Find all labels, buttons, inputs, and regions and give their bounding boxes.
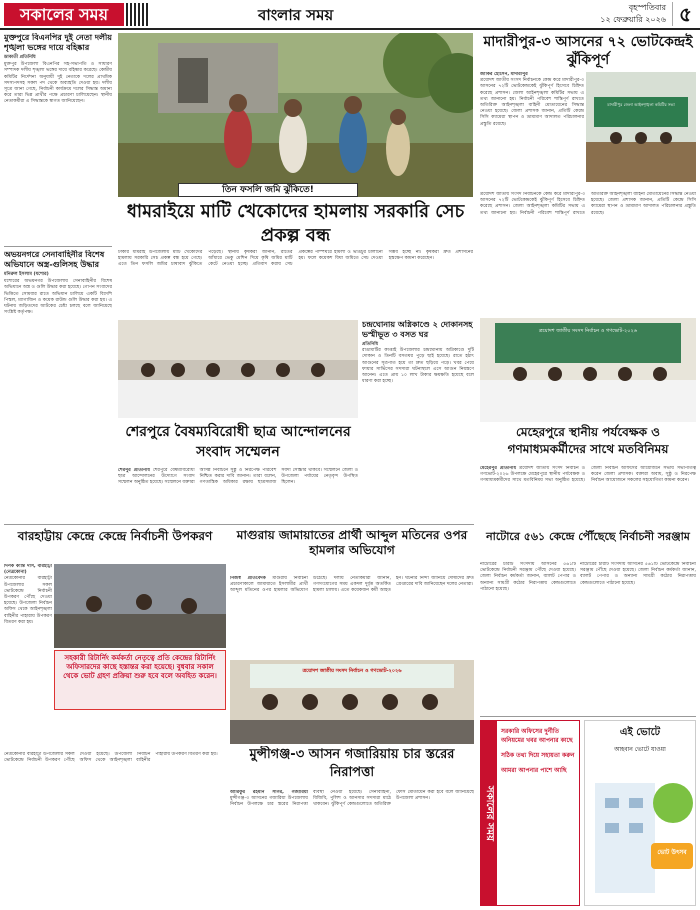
meherpur-body	[480, 466, 696, 526]
meherpur-photo	[480, 318, 696, 422]
date-block	[416, 2, 666, 26]
byline: শেরপুর প্রতিনিধি	[118, 468, 150, 473]
logo-pattern	[126, 3, 148, 26]
byline: আরিফুর রহমান সাগর, গজারিয়া	[230, 790, 308, 795]
sherpur-headline: শেরপুরে বৈষম্যবিরোধী ছাত্র আন্দোলনের সংবাদ সম্মেলন	[125, 424, 351, 460]
dhamrai-body: ঢাকার ধামরাই উপজেলায় মাটি খেকোদের হামলায় সরকারি সেচ প্রকল্প বন্ধ হয়ে গেছে। এতে তিন ফসলি জমির চাষাবাদ ঝুঁকিতে পড়েছে। স্থানীয় কৃষকরা জানান, রাতের আঁধারে ভেকু মেশিন দিয়ে কৃষি জমির মাটি কেটে নেওয়া হচ্ছে। প্রতিবাদ করায় সেচ প্রকল্পের পাম্পঘরে হামলা ও ভাঙচুর চালানো হয়। ফলে কয়েকশ বিঘা জমিতে সেচ দেওয়া সম্ভব হচ্ছে না। কৃষকরা দ্রুত প্রশাসনের হস্তক্ষেপ কামনা করেছেন।	[118, 250, 473, 268]
munshiganj-headline: মুন্সীগঞ্জ-৩ আসন গজারিয়ায় চার স্তরের নিরাপত্তা	[249, 747, 455, 780]
story-body: মাগুরায় নির্বাচনী প্রচারণাকালে জামায়াতে ইসলামীর প্রার্থী আব্দুল মতিনের ওপর হামলার অভিযোগ উঠেছে। দলীয় নেতাকর্মীরা জানান, গণসংযোগের সময় একদল দুর্বৃত্ত অতর্কিত হামলা চালায়। এতে কয়েকজন কর্মী আহত হন। ঘটনার নিন্দা জানিয়ে দোষীদের দ্রুত গ্রেপ্তারের দাবি জানিয়েছেন দলের নেতারা।	[230, 576, 474, 594]
press-conference-illustration	[118, 320, 358, 418]
byline: মেহেরপুর প্রতিনিধি	[480, 466, 517, 471]
byline: দিপক কান্তি দাস, বারহাট্টা (নেত্রকোনা)	[4, 564, 52, 576]
ad-title: এই ভোটে	[619, 727, 661, 738]
field-photo-illustration	[118, 33, 473, 197]
ad-line: আমরা আপনার পাশে আছি	[501, 767, 567, 774]
madaripur-body-cont: ত্রয়োদশ জাতীয় সংসদ নির্বাচনকে কেন্দ্র করে মাদারীপুর-৩ আসনের ৭২টি ভোটকেন্দ্রকেই ঝুঁকিপূর্ণ হিসেবে চিহ্নিত করেছে প্রশাসন। জেলা আইনশৃঙ্খলা কমিটির সভায় এ তথ্য জানানো হয়। নির্বাচনী পরিবেশ শান্তিপূর্ণ রাখতে অতিরিক্ত আইনশৃঙ্খলা বাহিনী মোতায়েনের সিদ্ধান্ত নেওয়া হয়েছে। জেলা প্রশাসক জানান, প্রতিটি কেন্দ্রে সিসি ক্যামেরা স্থাপন ও ভ্রাম্যমাণ আদালত পরিচালনার প্রস্তুতি রয়েছে।	[480, 192, 696, 216]
barhatta-body-cont: নেত্রকোনার বারহাট্টা উপজেলার সকল ভোটকেন্দ্রে নির্বাচনী উপকরণ পৌঁছে দেওয়া হয়েছে। উপজেলা নির্বাচন অফিস থেকে আইনশৃঙ্খলা বাহিনীর পাহারায় উপকরণ বিতরণ করা হয়।	[4, 752, 218, 764]
page-number: ৫	[672, 2, 698, 26]
meeting-photo-illustration	[586, 72, 696, 182]
masthead	[0, 0, 700, 30]
sherpur-body	[118, 468, 358, 520]
byline: ডাকাতী প্রতিনিধি	[4, 55, 36, 60]
story-body: ত্রয়োদশ জাতীয় সংসদ নির্বাচনকে কেন্দ্র করে মাদারীপুর-৩ আসনের ৭২টি ভোটকেন্দ্রকেই ঝুঁকিপূর্ণ হিসেবে চিহ্নিত করেছে প্রশাসন। জেলা আইনশৃঙ্খলা কমিটির সভায় এ তথ্য জানানো হয়। নির্বাচনী পরিবেশ শান্তিপূর্ণ রাখতে অতিরিক্ত আইনশৃঙ্খলা বাহিনী মোতায়েনের সিদ্ধান্ত নেওয়া হয়েছে। জেলা প্রশাসক জানান, প্রতিটি কেন্দ্রে সিসি ক্যামেরা স্থাপন ও ভ্রাম্যমাণ আদালত পরিচালনার প্রস্তুতি রয়েছে।	[480, 78, 584, 127]
ad-line: সরকারি অফিসের দুর্নীতি অনিয়মের খবর আপনার কাছে	[501, 728, 573, 744]
natore-body-left: নাটোরের চারটি সংসদীয় আসনের ৫৬১টি ভোটকেন্দ্রে নির্বাচনী সরঞ্জাম পৌঁছে দেওয়া হয়েছে। জেলা নির্বাচন কর্মকর্তা জানান, ব্যালট পেপার ও অন্যান্য সামগ্রী কঠোর নিরাপত্তায় কেন্দ্রগুলোতে পাঠানো হয়েছে।	[480, 562, 576, 592]
story-body: ত্রয়োদশ জাতীয় সংসদ নির্বাচন ও গণভোট-২০২৬ উপলক্ষে মেহেরপুরে স্থানীয় পর্যবেক্ষক ও গণমাধ্যমকর্মীদের সাথে মতবিনিময় সভা অনুষ্ঠিত হয়েছে। জেলা নির্বাচন অফিসের আয়োজনে সভায় সভাপতিত্ব করেন জেলা প্রশাসক। বক্তারা অবাধ, সুষ্ঠু ও নিরপেক্ষ নির্বাচন আয়োজনে সকলের সহযোগিতা কামনা করেন।	[480, 466, 696, 484]
weekday: বৃহস্পতিবার	[628, 3, 666, 12]
sherpur-photo	[118, 320, 358, 418]
dhamrai-headline: ধামরাইয়ে মাটি খেকোদের হামলায় সরকারি সেচ প্রকল্প বন্ধ	[126, 201, 465, 246]
barhatta-quote: সহকারী রিটার্নিং কর্মকর্তা নেতৃত্বে প্রতি কেন্দ্রের রিটার্নিং অফিসারদের কাছে হস্তান্তর করা হয়েছে। বুধবার সকাল থেকে ভোট গ্রহণ প্রক্রিয়া শুরু হবে বলে অবহিত করেন।	[54, 650, 226, 710]
story-body: শেরপুরে বৈষম্যবিরোধী ছাত্র আন্দোলনের উদ্যোগে সংবাদ সম্মেলন অনুষ্ঠিত হয়েছে। সম্মেলনে বক্তারা আসন্ন নির্বাচনে সুষ্ঠু ও নিরপেক্ষ পরিবেশ নিশ্চিত করার দাবি জানান। তারা বলেন, গণতান্ত্রিক অধিকার রক্ষায় ছাত্রসমাজ সর্বদা সোচ্চার থাকবে। সম্মেলনে জেলা ও উপজেলা পর্যায়ের নেতৃবৃন্দ উপস্থিত ছিলেন।	[118, 468, 358, 486]
photo-caption: তিন ফসলি জমি ঝুঁকিতে!	[178, 183, 358, 197]
section-title: বাংলার সময়	[258, 6, 334, 24]
madaripur-text	[480, 72, 584, 192]
ad-subtitle: আহবান ভোটে যাওয়া	[614, 746, 666, 753]
story-chandraghona	[362, 320, 474, 522]
story-mukpur	[4, 33, 112, 245]
banner-text: মাদারীপুর জেলা আইনশৃঙ্খলা কমিটির সভা	[607, 102, 675, 107]
story-body: যশোরের অভয়নগর উপজেলায় সেনাবাহিনীর বিশেষ অভিযানে অস্ত্র ও গুলি উদ্ধার করা হয়েছে। গোপন সংবাদের ভিত্তিতে সোমবার রাতে অভিযান চালিয়ে একটি বিদেশি পিস্তল, ম্যাগাজিন ও কয়েক রাউন্ড গুলি উদ্ধার করা হয়। এ ঘটনায় জড়িতদের আটকের চেষ্টা চলছে বলে জানিয়েছে সংশ্লিষ্ট কর্তৃপক্ষ।	[4, 279, 112, 316]
meherpur-headline: মেহেরপুরে স্থানীয় পর্যবেক্ষক ও গণমাধ্যমকর্মীদের সাথে মতবিনিময়	[507, 425, 669, 456]
ad-line: সঠিক তথ্য দিয়ে সহায়তা করুন	[501, 752, 575, 759]
magura-headline: মাগুরায় জামায়াতের প্রার্থী আব্দুল মতিনের ওপর হামলার অভিযোগ	[236, 528, 468, 557]
barhatta-headline: বারহাট্টায় কেন্দ্রে কেন্দ্রে নির্বাচনী উপকরণ	[17, 529, 213, 543]
date: ১২ ফেব্রুয়ারি ২০২৬	[600, 15, 666, 24]
story-body: রাঙামাটির কাপ্তাই উপজেলার চন্দ্রঘোনায় অগ্নিকাণ্ডে দুটি দোকান ও তিনটি বসতঘর পুড়ে ছাই হয়েছে। রাতে হঠাৎ আগুনের সূত্রপাত হয়ে তা দ্রুত ছড়িয়ে পড়ে। খবর পেয়ে ফায়ার সার্ভিসের সদস্যরা ঘটনাস্থলে এসে আগুন নিয়ন্ত্রণে আনেন। এতে প্রায় ১০ লাখ টাকার ক্ষয়ক্ষতি হয়েছে বলে ধারণা করা হচ্ছে।	[362, 348, 474, 385]
madaripur-headline: মাদারীপুর-৩ আসনের ৭২ ভোটকেন্দ্রই ঝুঁকিপূর্ণ	[483, 34, 693, 68]
byline: মনিরুল ইসলাম (যশোর)	[4, 272, 49, 277]
story-title: অভয়নগরে সেনাবাহিনীর বিশেষ অভিযানে অস্ত্র-গুলিসহ উদ্ধার	[4, 250, 105, 269]
magura-body	[230, 576, 474, 656]
natore-headline: নাটোরে ৫৬১ কেন্দ্রে পৌঁছেছে নির্বাচনী সরঞ্জাম	[486, 530, 690, 543]
story-title: চন্দ্রঘোনায় অগ্নিকাণ্ডে ২ দোকানসহ ভস্মীভূত ৩ বসত ঘর	[362, 320, 473, 339]
banner-text: ত্রয়োদশ জাতীয় সংসদ নির্বাচন ও গণভোট-২০২৬	[302, 668, 402, 674]
natore-body: নাটোরের চারটি সংসদীয় আসনের ৫৬১টি ভোটকেন্দ্রে নির্বাচনী সরঞ্জাম পৌঁছে দেওয়া হয়েছে। জেলা নির্বাচন কর্মকর্তা জানান, ব্যালট পেপার ও অন্যান্য সামগ্রী কঠোর নিরাপত্তায় কেন্দ্রগুলোতে পাঠানো হয়েছে।	[580, 562, 696, 586]
byline: নিজস্ব প্রতিবেদক	[230, 576, 266, 581]
story-body: মুন্সীগঞ্জ-৩ আসনের গজারিয়া উপজেলায় নির্বাচন উপলক্ষে চার স্তরের নিরাপত্তা ব্যবস্থা নেওয়া হয়েছে। সেনাবাহিনী, বিজিবি, পুলিশ ও আনসার সদস্যরা মাঠে থাকবেন। ঝুঁকিপূর্ণ কেন্দ্রগুলোতে অতিরিক্ত ফোর্স মোতায়েন করা হবে বলে জানিয়েছে উপজেলা প্রশাসন।	[230, 790, 474, 808]
ad-brand: সকালের সময়	[481, 721, 497, 906]
story-body: মুক্তপুর উপজেলা বিএনপির সহ-সভাপতি ও সাধারণ সম্পাদক দলীয় শৃঙ্খলা ভঙ্গের দায়ে বহিষ্কার করেছে। কেন্দ্রীয় কমিটির নির্দেশনা অনুযায়ী দুই নেতাকে দলের প্রাথমিক সদস্যপদসহ সকল পদ থেকে অব্যাহতি দেওয়া হয়। দলীয় সূত্রে জানা গেছে, নির্বাচনী কার্যক্রমে দলের সিদ্ধান্ত অমান্য করে তারা ভিন্ন প্রার্থীর পক্ষে প্রচারণা চালিয়েছেন। স্থানীয় নেতাকর্মীরা এ সিদ্ধান্তকে স্বাগত জানিয়েছেন।	[4, 62, 112, 105]
ad-badge: ভোট উৎসব	[657, 849, 687, 856]
byline: জাকির হোসেন, মাদারীপুর	[480, 72, 528, 77]
story-body: নেত্রকোনার বারহাট্টা উপজেলার সকল ভোটকেন্দ্রে নির্বাচনী উপকরণ পৌঁছে দেওয়া হয়েছে। উপজেলা নির্বাচন অফিস থেকে আইনশৃঙ্খলা বাহিনীর পাহারায় উপকরণ বিতরণ করা হয়।	[4, 576, 52, 625]
ad-illustration	[585, 763, 696, 903]
newspaper-logo: সকালের সময়	[4, 3, 124, 26]
munshiganj-body	[230, 790, 474, 906]
story-title: মুক্তপুরে বিএনপির দুই নেতা দলীয় শৃঙ্খলা ভঙ্গের দায়ে বহিষ্কার	[4, 33, 112, 52]
materials-photo-illustration	[54, 564, 226, 648]
ad-left	[480, 720, 580, 906]
munshiganj-photo	[230, 660, 474, 744]
barhatta-body	[4, 564, 52, 748]
banner-text: ত্রয়োদশ জাতীয় সংসদ নির্বাচন ও গণভোট-২০২৬	[538, 328, 638, 334]
ad-right	[584, 720, 696, 906]
dhamrai-photo	[118, 33, 473, 197]
barhatta-photo	[54, 564, 226, 648]
story-abhaynagar	[4, 250, 112, 450]
madaripur-photo	[586, 72, 696, 182]
byline: প্রতিনিধি	[362, 342, 379, 347]
